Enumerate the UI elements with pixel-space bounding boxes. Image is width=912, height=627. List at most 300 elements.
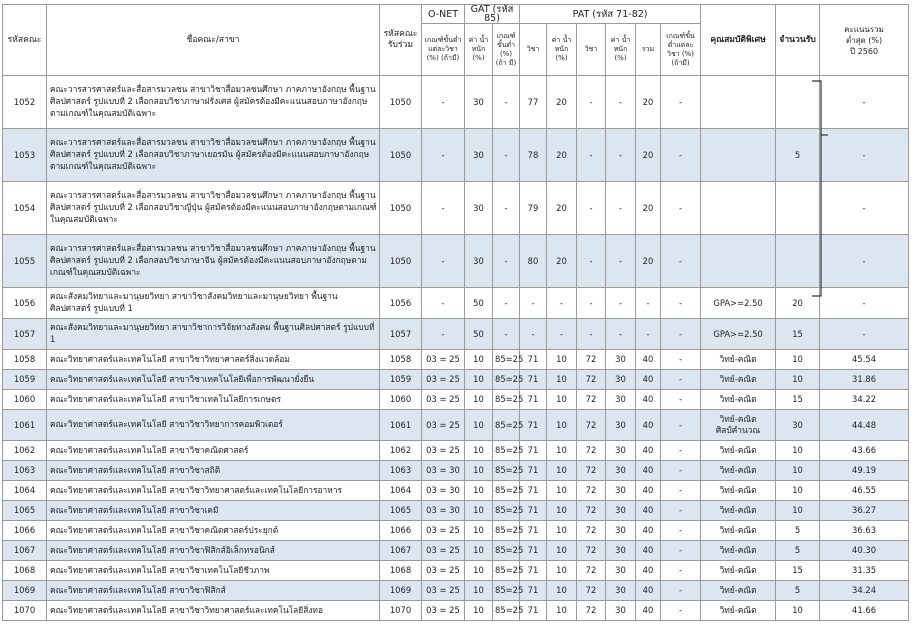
cell-score: 31.86: [820, 370, 909, 390]
cell-seats: 10: [776, 501, 820, 521]
cell-special: GPA>=2.50: [701, 288, 776, 319]
cell-pat2-weight: 30: [606, 350, 636, 370]
header-pat2-weight: ค่า น้ำหนัก (%): [606, 24, 636, 76]
cell-pat2-weight: 30: [606, 521, 636, 541]
cell-pat1-weight: 20: [547, 182, 577, 235]
cell-gat-weight: 30: [465, 235, 493, 288]
cell-code: 1070: [3, 601, 47, 621]
cell-score: -: [820, 129, 909, 182]
header-pat1-weight: ค่า น้ำหนัก (%): [547, 24, 577, 76]
cell-pat1-subject: 77: [520, 76, 547, 129]
cell-accept: 1058: [380, 350, 422, 370]
cell-onet: -: [422, 319, 465, 350]
cell-name: คณะวารสารศาสตร์และสื่อสารมวลชน สาขาวิชาสื่อมวลชนศึกษา ภาคภาษาอังกฤษ พื้นฐานศิลปศาสตร์ รูปแบบที่ 2 เลือกสอบวิชาญี่ปุ่น ผู้สมัครต้องมีคะแนนสอบภาษาอังกฤษตามเกณฑ์ในคุณสมบัติเฉพาะ: [47, 182, 380, 235]
cell-onet: -: [422, 288, 465, 319]
cell-pat2-subject: 72: [577, 390, 606, 410]
cell-pat1-subject: -: [520, 288, 547, 319]
cell-onet: 03 = 25: [422, 390, 465, 410]
cell-pat2-subject: 72: [577, 350, 606, 370]
cell-pat2-subject: 72: [577, 441, 606, 461]
cell-name: คณะวิทยาศาสตร์และเทคโนโลยี สาขาวิชาเทคโนโลยีชีวภาพ: [47, 561, 380, 581]
cell-gat-min: -: [493, 288, 520, 319]
cell-code: 1052: [3, 76, 47, 129]
cell-pat2-weight: -: [606, 235, 636, 288]
cell-special: [701, 76, 776, 129]
cell-seats: [776, 76, 820, 129]
cell-pat-total: -: [636, 288, 661, 319]
cell-onet: 03 = 25: [422, 541, 465, 561]
header-onet: O-NET: [422, 5, 465, 24]
cell-pat2-subject: -: [577, 76, 606, 129]
cell-score: 34.24: [820, 581, 909, 601]
cell-pat2-weight: 30: [606, 561, 636, 581]
cell-pat1-subject: 71: [520, 441, 547, 461]
cell-pat-total: 40: [636, 350, 661, 370]
cell-score: 46.55: [820, 481, 909, 501]
cell-code: 1059: [3, 370, 47, 390]
cell-pat2-weight: 30: [606, 390, 636, 410]
table-row: [3, 441, 909, 461]
cell-score: -: [820, 76, 909, 129]
cell-special: วิทย์-คณิต: [701, 521, 776, 541]
cell-gat-min: 85=25: [493, 601, 520, 621]
cell-gat-min: 85=25: [493, 350, 520, 370]
cell-name: คณะสังคมวิทยาและมานุษยวิทยา สาขาวิชาสังคมวิทยาและมานุษยวิทยา พื้นฐานศิลปศาสตร์ รูปแบบที่ 1: [47, 288, 380, 319]
table-header: [3, 5, 909, 76]
table-row: [3, 581, 909, 601]
cell-name: คณะวิทยาศาสตร์และเทคโนโลยี สาขาวิชาวิทยาศาสตร์และเทคโนโลยีการอาหาร: [47, 481, 380, 501]
cell-accept: 1050: [380, 129, 422, 182]
cell-pat-total: 40: [636, 370, 661, 390]
cell-pat-min: -: [661, 501, 701, 521]
header-pat-min: เกณฑ์ขั้นต่ำแต่ละวิชา (%) (ถ้ามี): [661, 24, 701, 76]
cell-code: 1054: [3, 182, 47, 235]
header-code-accept: รหัสคณะ รับร่วม: [380, 5, 422, 76]
cell-onet: 03 = 30: [422, 461, 465, 481]
header-special: คุณสมบัติพิเศษ: [701, 5, 776, 76]
cell-pat1-weight: 10: [547, 390, 577, 410]
cell-gat-weight: 10: [465, 461, 493, 481]
cell-accept: 1059: [380, 370, 422, 390]
cell-pat-total: 40: [636, 410, 661, 441]
cell-code: 1053: [3, 129, 47, 182]
cell-onet: 03 = 25: [422, 370, 465, 390]
cell-score: 36.27: [820, 501, 909, 521]
cell-gat-min: 85=25: [493, 501, 520, 521]
cell-gat-weight: 10: [465, 581, 493, 601]
cell-seats: 30: [776, 410, 820, 441]
cell-name: คณะวิทยาศาสตร์และเทคโนโลยี สาขาวิชาเคมี: [47, 501, 380, 521]
cell-pat-min: -: [661, 441, 701, 461]
cell-code: 1069: [3, 581, 47, 601]
cell-pat2-weight: 30: [606, 410, 636, 441]
cell-accept: 1050: [380, 235, 422, 288]
cell-pat1-subject: 71: [520, 370, 547, 390]
cell-pat1-subject: -: [520, 319, 547, 350]
cell-pat1-subject: 71: [520, 601, 547, 621]
cell-pat1-weight: 10: [547, 481, 577, 501]
cell-special: วิทย์-คณิต: [701, 501, 776, 521]
header-pat2-subject: วิชา: [577, 24, 606, 76]
cell-code: 1063: [3, 461, 47, 481]
cell-pat1-subject: 71: [520, 350, 547, 370]
cell-gat-weight: 10: [465, 370, 493, 390]
cell-pat1-subject: 79: [520, 182, 547, 235]
admission-table: [2, 4, 909, 621]
cell-pat2-weight: -: [606, 182, 636, 235]
cell-pat2-weight: 30: [606, 370, 636, 390]
cell-pat2-subject: -: [577, 129, 606, 182]
table-row: [3, 370, 909, 390]
cell-seats: 5: [776, 521, 820, 541]
cell-special: วิทย์-คณิต: [701, 481, 776, 501]
cell-pat-total: 40: [636, 461, 661, 481]
cell-onet: 03 = 25: [422, 581, 465, 601]
header-seats: จำนวนรับ: [776, 5, 820, 76]
cell-pat1-subject: 71: [520, 461, 547, 481]
cell-name: คณะวิทยาศาสตร์และเทคโนโลยี สาขาวิชาเทคโนโลยีเพื่อการพัฒนายั่งยืน: [47, 370, 380, 390]
cell-score: -: [820, 288, 909, 319]
cell-onet: 03 = 25: [422, 410, 465, 441]
cell-accept: 1050: [380, 76, 422, 129]
cell-gat-min: -: [493, 76, 520, 129]
cell-gat-weight: 30: [465, 76, 493, 129]
cell-pat-total: 40: [636, 501, 661, 521]
cell-pat-total: 20: [636, 235, 661, 288]
cell-pat1-subject: 71: [520, 541, 547, 561]
cell-pat2-subject: 72: [577, 581, 606, 601]
cell-pat1-weight: 20: [547, 76, 577, 129]
cell-special: วิทย์-คณิต ศิลป์คำนวณ: [701, 410, 776, 441]
cell-seats: 10: [776, 481, 820, 501]
cell-pat1-weight: 10: [547, 521, 577, 541]
cell-pat2-subject: 72: [577, 410, 606, 441]
cell-gat-weight: 10: [465, 350, 493, 370]
cell-code: 1066: [3, 521, 47, 541]
cell-accept: 1065: [380, 501, 422, 521]
cell-accept: 1067: [380, 541, 422, 561]
cell-onet: -: [422, 182, 465, 235]
cell-code: 1058: [3, 350, 47, 370]
header-gat-weight: ค่า น้ำหนัก (%): [465, 24, 493, 76]
cell-gat-min: 85=25: [493, 521, 520, 541]
cell-gat-weight: 10: [465, 481, 493, 501]
cell-pat-total: 40: [636, 390, 661, 410]
table-row: [3, 235, 909, 288]
cell-special: วิทย์-คณิต: [701, 541, 776, 561]
cell-name: คณะวารสารศาสตร์และสื่อสารมวลชน สาขาวิชาสื่อมวลชนศึกษา ภาคภาษาอังกฤษ พื้นฐานศิลปศาสตร์ รูปแบบที่ 2 เลือกสอบวิชาภาษาเยอรมัน ผู้สมัครต้องมีคะแนนสอบภาษาอังกฤษตามเกณฑ์ในคุณสมบัติเฉพาะ: [47, 129, 380, 182]
cell-seats: 15: [776, 390, 820, 410]
cell-seats: 5: [776, 541, 820, 561]
cell-seats: 10: [776, 601, 820, 621]
header-gat-min: เกณฑ์ ขั้นต่ำ (%) (ถ้า มี): [493, 24, 520, 76]
cell-accept: 1069: [380, 581, 422, 601]
cell-pat-min: -: [661, 481, 701, 501]
cell-score: 40.30: [820, 541, 909, 561]
cell-score: 43.66: [820, 441, 909, 461]
cell-pat2-weight: -: [606, 76, 636, 129]
cell-seats: [776, 182, 820, 235]
cell-name: คณะสังคมวิทยาและมานุษยวิทยา สาขาวิชาการวิจัยทางสังคม พื้นฐานศิลปศาสตร์ รูปแบบที่ 1: [47, 319, 380, 350]
cell-pat2-subject: -: [577, 319, 606, 350]
cell-accept: 1060: [380, 390, 422, 410]
cell-pat1-weight: 10: [547, 410, 577, 441]
cell-pat2-weight: -: [606, 129, 636, 182]
cell-seats: 5: [776, 129, 820, 182]
cell-gat-weight: 10: [465, 410, 493, 441]
cell-gat-weight: 10: [465, 541, 493, 561]
cell-special: [701, 235, 776, 288]
table-row: [3, 182, 909, 235]
cell-gat-weight: 10: [465, 561, 493, 581]
cell-pat2-subject: 72: [577, 541, 606, 561]
cell-special: วิทย์-คณิต: [701, 581, 776, 601]
cell-pat1-subject: 78: [520, 129, 547, 182]
header-onet-min: เกณฑ์ขั้นต่ำแต่ละวิชา (%) (ถ้ามี): [422, 24, 465, 76]
cell-code: 1061: [3, 410, 47, 441]
cell-pat2-subject: 72: [577, 521, 606, 541]
cell-gat-weight: 10: [465, 501, 493, 521]
cell-gat-weight: 30: [465, 182, 493, 235]
cell-accept: 1070: [380, 601, 422, 621]
cell-pat-total: 40: [636, 481, 661, 501]
cell-pat2-subject: 72: [577, 601, 606, 621]
cell-pat2-weight: 30: [606, 601, 636, 621]
cell-pat1-weight: 20: [547, 129, 577, 182]
cell-gat-weight: 50: [465, 288, 493, 319]
cell-special: [701, 182, 776, 235]
cell-seats: 10: [776, 370, 820, 390]
cell-code: 1062: [3, 441, 47, 461]
cell-special: [701, 129, 776, 182]
cell-gat-min: 85=25: [493, 541, 520, 561]
table-row: [3, 129, 909, 182]
cell-onet: 03 = 25: [422, 601, 465, 621]
cell-code: 1065: [3, 501, 47, 521]
cell-pat-min: -: [661, 581, 701, 601]
cell-seats: 10: [776, 441, 820, 461]
cell-accept: 1056: [380, 288, 422, 319]
header-min-score: คะแนนรวม ต่ำสุด (%) ปี 2560: [820, 5, 909, 76]
cell-pat1-subject: 71: [520, 561, 547, 581]
cell-onet: 03 = 30: [422, 501, 465, 521]
cell-gat-min: -: [493, 319, 520, 350]
cell-name: คณะวิทยาศาสตร์และเทคโนโลยี สาขาวิชาวิทยาการคอมพิวเตอร์: [47, 410, 380, 441]
table-row: [3, 410, 909, 441]
cell-score: 36.63: [820, 521, 909, 541]
cell-pat1-weight: -: [547, 288, 577, 319]
cell-pat2-weight: 30: [606, 441, 636, 461]
cell-pat1-weight: 10: [547, 561, 577, 581]
cell-special: วิทย์-คณิต: [701, 601, 776, 621]
cell-pat2-weight: 30: [606, 481, 636, 501]
cell-pat1-subject: 71: [520, 410, 547, 441]
cell-gat-min: -: [493, 182, 520, 235]
cell-pat1-weight: 10: [547, 370, 577, 390]
cell-pat-min: -: [661, 235, 701, 288]
cell-name: คณะวิทยาศาสตร์และเทคโนโลยี สาขาวิชาวิทยาศาสตร์และเทคโนโลยีสิ่งทอ: [47, 601, 380, 621]
cell-name: คณะวารสารศาสตร์และสื่อสารมวลชน สาขาวิชาสื่อมวลชนศึกษา ภาคภาษาอังกฤษ พื้นฐานศิลปศาสตร์ รูปแบบที่ 2 เลือกสอบวิชาภาษาฝรั่งเศส ผู้สมัครต้องมีคะแนนสอบภาษาอังกฤษตามเกณฑ์ในคุณสมบัติเฉพาะ: [47, 76, 380, 129]
cell-gat-min: 85=25: [493, 390, 520, 410]
cell-pat-total: 20: [636, 76, 661, 129]
cell-pat-total: 40: [636, 441, 661, 461]
cell-name: คณะวิทยาศาสตร์และเทคโนโลยี สาขาวิชาฟิสิกส์อิเล็กทรอนิกส์: [47, 541, 380, 561]
table-row: [3, 561, 909, 581]
cell-special: วิทย์-คณิต: [701, 461, 776, 481]
cell-name: คณะวารสารศาสตร์และสื่อสารมวลชน สาขาวิชาสื่อมวลชนศึกษา ภาคภาษาอังกฤษ พื้นฐานศิลปศาสตร์ รูปแบบที่ 2 เลือกสอบวิชาภาษาจีน ผู้สมัครต้องมีคะแนนสอบภาษาอังกฤษตามเกณฑ์ในคุณสมบัติเฉพาะ: [47, 235, 380, 288]
cell-special: วิทย์-คณิต: [701, 441, 776, 461]
cell-pat2-subject: 72: [577, 501, 606, 521]
cell-score: 41.66: [820, 601, 909, 621]
header-name: ชื่อคณะ/สาขา: [47, 5, 380, 76]
cell-seats: 20: [776, 288, 820, 319]
cell-gat-min: 85=25: [493, 581, 520, 601]
cell-seats: [776, 235, 820, 288]
cell-gat-weight: 10: [465, 601, 493, 621]
cell-pat1-weight: 20: [547, 235, 577, 288]
cell-pat-min: -: [661, 129, 701, 182]
cell-pat2-subject: -: [577, 182, 606, 235]
cell-onet: 03 = 25: [422, 441, 465, 461]
cell-score: -: [820, 319, 909, 350]
cell-pat-min: -: [661, 76, 701, 129]
cell-seats: 10: [776, 461, 820, 481]
table-body: [3, 76, 909, 621]
cell-code: 1060: [3, 390, 47, 410]
cell-onet: 03 = 25: [422, 521, 465, 541]
cell-pat-total: 20: [636, 129, 661, 182]
cell-pat-min: -: [661, 350, 701, 370]
cell-accept: 1061: [380, 410, 422, 441]
cell-seats: 15: [776, 319, 820, 350]
cell-onet: -: [422, 235, 465, 288]
cell-pat1-weight: 10: [547, 541, 577, 561]
cell-special: วิทย์-คณิต: [701, 350, 776, 370]
cell-pat1-subject: 71: [520, 481, 547, 501]
cell-name: คณะวิทยาศาสตร์และเทคโนโลยี สาขาวิชาฟิสิกส์: [47, 581, 380, 601]
cell-onet: 03 = 30: [422, 481, 465, 501]
cell-pat-min: -: [661, 319, 701, 350]
cell-pat-total: 40: [636, 581, 661, 601]
cell-gat-min: 85=25: [493, 461, 520, 481]
cell-score: 45.54: [820, 350, 909, 370]
cell-pat2-weight: 30: [606, 541, 636, 561]
cell-code: 1067: [3, 541, 47, 561]
cell-pat1-weight: 10: [547, 441, 577, 461]
cell-gat-min: 85=25: [493, 410, 520, 441]
table-row: [3, 481, 909, 501]
cell-pat2-subject: 72: [577, 370, 606, 390]
cell-pat1-weight: 10: [547, 461, 577, 481]
cell-pat2-weight: -: [606, 319, 636, 350]
cell-code: 1068: [3, 561, 47, 581]
header-gat: GAT (รหัส 85): [465, 5, 520, 24]
cell-pat1-weight: 10: [547, 581, 577, 601]
cell-seats: 15: [776, 561, 820, 581]
table-row: [3, 501, 909, 521]
cell-pat-min: -: [661, 182, 701, 235]
cell-seats: 5: [776, 581, 820, 601]
cell-code: 1057: [3, 319, 47, 350]
cell-code: 1056: [3, 288, 47, 319]
cell-pat-total: 20: [636, 182, 661, 235]
cell-pat-min: -: [661, 521, 701, 541]
cell-gat-min: 85=25: [493, 370, 520, 390]
cell-special: วิทย์-คณิต: [701, 370, 776, 390]
cell-score: -: [820, 235, 909, 288]
cell-pat-total: -: [636, 319, 661, 350]
table-row: [3, 390, 909, 410]
cell-pat-min: -: [661, 541, 701, 561]
header-code: รหัสคณะ: [3, 5, 47, 76]
cell-score: 34.22: [820, 390, 909, 410]
cell-onet: 03 = 25: [422, 350, 465, 370]
cell-pat-min: -: [661, 410, 701, 441]
cell-pat1-subject: 71: [520, 521, 547, 541]
cell-score: 31.35: [820, 561, 909, 581]
cell-pat-total: 40: [636, 521, 661, 541]
cell-name: คณะวิทยาศาสตร์และเทคโนโลยี สาขาวิชาวิทยาศาสตร์สิ่งแวดล้อม: [47, 350, 380, 370]
table-row: [3, 461, 909, 481]
table-row: [3, 288, 909, 319]
cell-accept: 1057: [380, 319, 422, 350]
cell-gat-min: 85=25: [493, 441, 520, 461]
cell-accept: 1063: [380, 461, 422, 481]
cell-pat-total: 40: [636, 561, 661, 581]
cell-score: -: [820, 182, 909, 235]
cell-accept: 1068: [380, 561, 422, 581]
cell-pat2-weight: -: [606, 288, 636, 319]
cell-pat-min: -: [661, 561, 701, 581]
cell-gat-weight: 10: [465, 441, 493, 461]
cell-gat-min: -: [493, 235, 520, 288]
cell-pat1-subject: 71: [520, 390, 547, 410]
cell-special: วิทย์-คณิต: [701, 390, 776, 410]
cell-pat1-weight: 10: [547, 350, 577, 370]
cell-pat1-subject: 71: [520, 501, 547, 521]
cell-gat-weight: 50: [465, 319, 493, 350]
cell-pat2-subject: -: [577, 235, 606, 288]
cell-pat1-weight: 10: [547, 501, 577, 521]
cell-accept: 1050: [380, 182, 422, 235]
table-row: [3, 521, 909, 541]
table-row: [3, 541, 909, 561]
cell-gat-weight: 10: [465, 390, 493, 410]
cell-onet: -: [422, 76, 465, 129]
table-row: [3, 76, 909, 129]
cell-pat2-subject: 72: [577, 481, 606, 501]
cell-pat2-weight: 30: [606, 501, 636, 521]
table-row: [3, 601, 909, 621]
cell-seats: 10: [776, 350, 820, 370]
cell-gat-min: -: [493, 129, 520, 182]
cell-gat-min: 85=25: [493, 561, 520, 581]
cell-pat2-subject: -: [577, 288, 606, 319]
cell-name: คณะวิทยาศาสตร์และเทคโนโลยี สาขาวิชาสถิติ: [47, 461, 380, 481]
cell-name: คณะวิทยาศาสตร์และเทคโนโลยี สาขาวิชาคณิตศาสตร์ประยุกต์: [47, 521, 380, 541]
cell-code: 1055: [3, 235, 47, 288]
cell-code: 1064: [3, 481, 47, 501]
cell-pat2-subject: 72: [577, 561, 606, 581]
cell-pat-min: -: [661, 461, 701, 481]
cell-pat-min: -: [661, 288, 701, 319]
cell-gat-weight: 30: [465, 129, 493, 182]
cell-accept: 1066: [380, 521, 422, 541]
cell-accept: 1064: [380, 481, 422, 501]
cell-pat2-weight: 30: [606, 461, 636, 481]
cell-pat1-weight: -: [547, 319, 577, 350]
cell-name: คณะวิทยาศาสตร์และเทคโนโลยี สาขาวิชาคณิตศาสตร์: [47, 441, 380, 461]
